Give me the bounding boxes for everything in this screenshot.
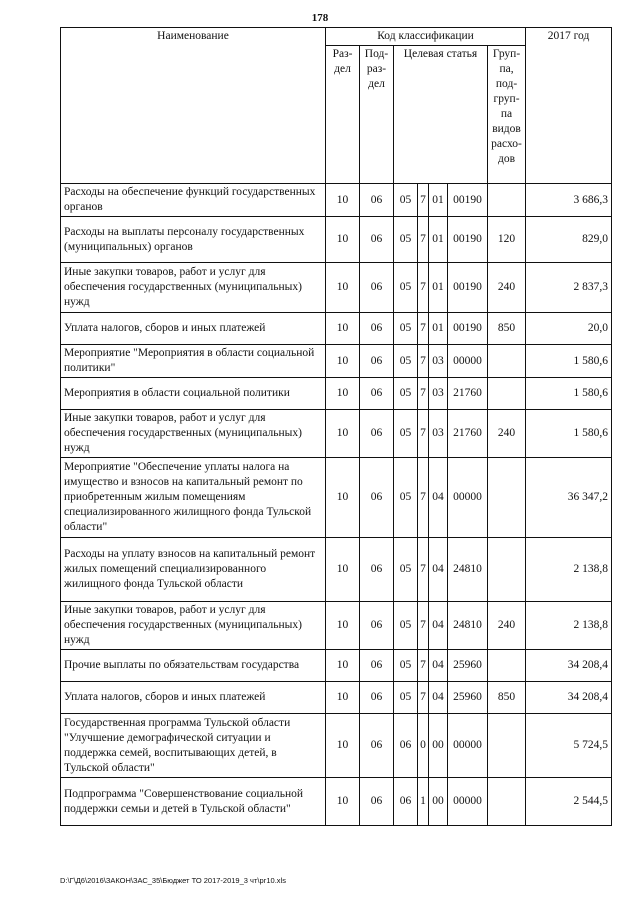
row-target-event: 03: [429, 378, 448, 410]
header-classification: Код классификации: [326, 28, 526, 46]
row-subsection: 06: [360, 184, 394, 217]
header-group: Груп- па, под- груп- па видов расхо- дов: [488, 46, 526, 184]
row-target-subprogram: 7: [418, 458, 429, 538]
row-subsection: 06: [360, 410, 394, 458]
row-target-program: 06: [394, 778, 418, 826]
table-row: [61, 410, 612, 458]
row-name: Уплата налогов, сборов и иных платежей: [61, 682, 326, 714]
row-target-subprogram: 7: [418, 602, 429, 650]
row-expense-group: [488, 184, 526, 217]
table-row: [61, 263, 612, 313]
row-section: 10: [326, 602, 360, 650]
row-target-event: 04: [429, 602, 448, 650]
table-row: [61, 602, 612, 650]
table-row: [61, 313, 612, 345]
row-target-program: 05: [394, 345, 418, 378]
row-target-direction: 00190: [448, 217, 488, 263]
row-section: 10: [326, 778, 360, 826]
row-amount: 5 724,5: [526, 714, 612, 778]
row-expense-group: [488, 458, 526, 538]
row-target-program: 06: [394, 714, 418, 778]
row-name: Расходы на обеспечение функций государственных органов: [61, 184, 326, 217]
row-amount: 36 347,2: [526, 458, 612, 538]
row-amount: 2 138,8: [526, 538, 612, 602]
row-subsection: 06: [360, 217, 394, 263]
row-section: 10: [326, 458, 360, 538]
row-expense-group: 240: [488, 263, 526, 313]
row-amount: 3 686,3: [526, 184, 612, 217]
table-row: [61, 345, 612, 378]
row-amount: 34 208,4: [526, 650, 612, 682]
row-amount: 20,0: [526, 313, 612, 345]
table-row: [61, 458, 612, 538]
table-row: [61, 378, 612, 410]
row-expense-group: 240: [488, 602, 526, 650]
header-year: 2017 год: [526, 28, 612, 184]
row-name: Подпрограмма "Совершенствование социальной поддержки семьи и детей в Тульской области": [61, 778, 326, 826]
row-name: Уплата налогов, сборов и иных платежей: [61, 313, 326, 345]
row-target-event: 04: [429, 458, 448, 538]
row-amount: 2 837,3: [526, 263, 612, 313]
row-name: Мероприятия в области социальной политики: [61, 378, 326, 410]
row-target-event: 01: [429, 184, 448, 217]
row-expense-group: 120: [488, 217, 526, 263]
row-expense-group: 240: [488, 410, 526, 458]
row-amount: 2 544,5: [526, 778, 612, 826]
row-expense-group: [488, 714, 526, 778]
table-row: [61, 538, 612, 602]
row-subsection: 06: [360, 345, 394, 378]
row-amount: 1 580,6: [526, 345, 612, 378]
row-target-subprogram: 7: [418, 263, 429, 313]
table-row: [61, 650, 612, 682]
row-target-program: 05: [394, 313, 418, 345]
row-subsection: 06: [360, 682, 394, 714]
row-target-subprogram: 7: [418, 378, 429, 410]
row-target-subprogram: 7: [418, 345, 429, 378]
row-amount: 1 580,6: [526, 378, 612, 410]
table-row: [61, 184, 612, 217]
row-target-program: 05: [394, 682, 418, 714]
row-subsection: 06: [360, 263, 394, 313]
row-section: 10: [326, 410, 360, 458]
row-name: Расходы на уплату взносов на капитальный ремонт жилых помещений специализированного жилищного фонда Тульской области: [61, 538, 326, 602]
row-section: 10: [326, 682, 360, 714]
row-target-program: 05: [394, 263, 418, 313]
row-target-subprogram: 7: [418, 682, 429, 714]
row-target-direction: 00190: [448, 184, 488, 217]
row-amount: 2 138,8: [526, 602, 612, 650]
row-name: Государственная программа Тульской области "Улучшение демографической ситуации и поддержка семей, воспитывающих детей, в Тульской области": [61, 714, 326, 778]
row-subsection: 06: [360, 602, 394, 650]
row-target-direction: 21760: [448, 410, 488, 458]
row-name: Иные закупки товаров, работ и услуг для обеспечения государственных (муниципальных) нужд: [61, 410, 326, 458]
row-target-subprogram: 7: [418, 217, 429, 263]
row-section: 10: [326, 650, 360, 682]
row-target-event: 04: [429, 650, 448, 682]
header-section: Раз- дел: [326, 46, 360, 184]
row-section: 10: [326, 378, 360, 410]
row-subsection: 06: [360, 378, 394, 410]
row-subsection: 06: [360, 538, 394, 602]
row-name: Иные закупки товаров, работ и услуг для обеспечения государственных (муниципальных) нужд: [61, 263, 326, 313]
row-target-event: 00: [429, 714, 448, 778]
row-target-program: 05: [394, 410, 418, 458]
table-body: [61, 184, 612, 826]
row-section: 10: [326, 345, 360, 378]
header-name: Наименование: [61, 28, 326, 184]
row-target-direction: 00000: [448, 714, 488, 778]
row-expense-group: [488, 345, 526, 378]
header-target: Целевая статья: [394, 46, 488, 184]
row-name: Прочие выплаты по обязательствам государства: [61, 650, 326, 682]
row-target-program: 05: [394, 602, 418, 650]
row-target-direction: 00000: [448, 458, 488, 538]
row-expense-group: [488, 778, 526, 826]
row-target-subprogram: 7: [418, 538, 429, 602]
row-target-event: 01: [429, 313, 448, 345]
row-amount: 34 208,4: [526, 682, 612, 714]
row-subsection: 06: [360, 458, 394, 538]
row-target-direction: 25960: [448, 650, 488, 682]
row-target-direction: 24810: [448, 538, 488, 602]
row-name: Мероприятие "Мероприятия в области социальной политики": [61, 345, 326, 378]
row-target-subprogram: 7: [418, 184, 429, 217]
row-amount: 1 580,6: [526, 410, 612, 458]
row-target-direction: 21760: [448, 378, 488, 410]
row-target-direction: 24810: [448, 602, 488, 650]
header-subsection: Под- раз- дел: [360, 46, 394, 184]
row-target-direction: 25960: [448, 682, 488, 714]
row-target-event: 04: [429, 538, 448, 602]
row-expense-group: 850: [488, 682, 526, 714]
table-row: [61, 682, 612, 714]
page-number: 178: [311, 12, 329, 24]
row-target-subprogram: 7: [418, 410, 429, 458]
row-target-direction: 00190: [448, 263, 488, 313]
row-section: 10: [326, 217, 360, 263]
row-subsection: 06: [360, 714, 394, 778]
row-expense-group: [488, 378, 526, 410]
row-expense-group: [488, 650, 526, 682]
row-target-subprogram: 0: [418, 714, 429, 778]
table-row: [61, 778, 612, 826]
row-target-program: 05: [394, 538, 418, 602]
row-section: 10: [326, 184, 360, 217]
table-row: [61, 217, 612, 263]
row-target-event: 01: [429, 217, 448, 263]
row-target-program: 05: [394, 184, 418, 217]
row-section: 10: [326, 714, 360, 778]
budget-table: [60, 27, 612, 826]
row-target-direction: 00000: [448, 345, 488, 378]
row-target-event: 03: [429, 345, 448, 378]
table-row: [61, 714, 612, 778]
row-target-subprogram: 1: [418, 778, 429, 826]
row-amount: 829,0: [526, 217, 612, 263]
row-target-event: 03: [429, 410, 448, 458]
row-section: 10: [326, 263, 360, 313]
row-target-event: 01: [429, 263, 448, 313]
row-name: Иные закупки товаров, работ и услуг для обеспечения государственных (муниципальных) нужд: [61, 602, 326, 650]
row-expense-group: 850: [488, 313, 526, 345]
row-section: 10: [326, 538, 360, 602]
row-target-program: 05: [394, 217, 418, 263]
row-section: 10: [326, 313, 360, 345]
row-target-program: 05: [394, 458, 418, 538]
row-name: Расходы на выплаты персоналу государственных (муниципальных) органов: [61, 217, 326, 263]
row-target-program: 05: [394, 650, 418, 682]
row-target-direction: 00000: [448, 778, 488, 826]
row-expense-group: [488, 538, 526, 602]
footer-file-path: D:\Г\Д6\2016\ЗАКОН\ЗАС_35\Бюджет ТО 2017-2019_3 чт\рг10.xls: [60, 876, 286, 885]
row-name: Мероприятие "Обеспечение уплаты налога на имущество и взносов на капитальный ремонт по приобретенным жилым помещениям специализированного жилищного фонда Тульской области": [61, 458, 326, 538]
row-target-subprogram: 7: [418, 313, 429, 345]
row-subsection: 06: [360, 313, 394, 345]
row-target-event: 04: [429, 682, 448, 714]
row-target-subprogram: 7: [418, 650, 429, 682]
row-subsection: 06: [360, 650, 394, 682]
row-target-program: 05: [394, 378, 418, 410]
row-target-direction: 00190: [448, 313, 488, 345]
row-target-event: 00: [429, 778, 448, 826]
row-subsection: 06: [360, 778, 394, 826]
